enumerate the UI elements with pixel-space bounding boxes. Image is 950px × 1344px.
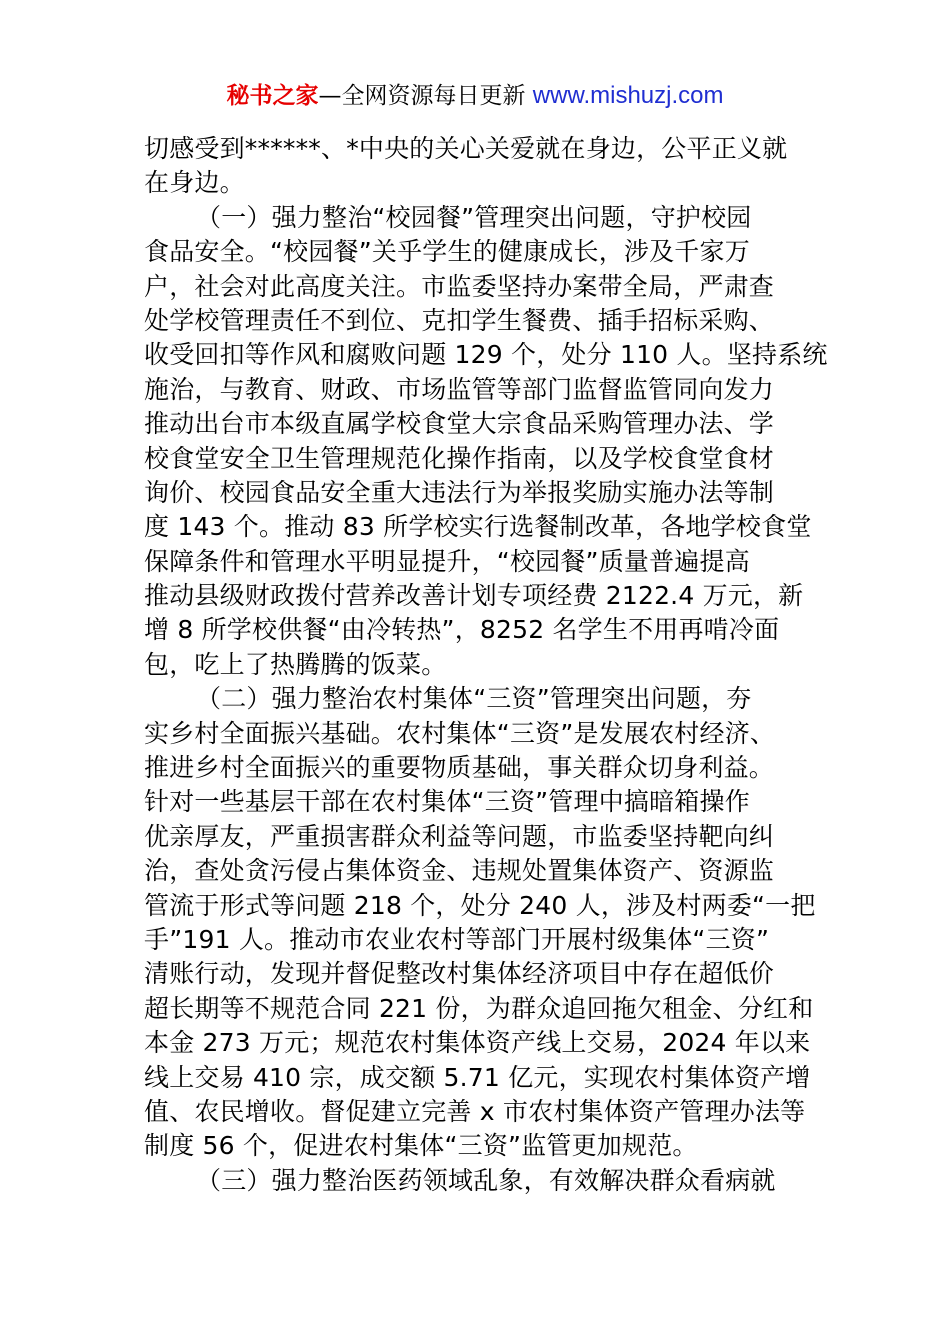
section-heading-line: （二）强力整治农村集体“三资”管理突出问题，夯 [196, 684, 752, 714]
text-line: 制度 56 个，促进农村集体“三资”监管更加规范。 [144, 1131, 698, 1161]
text-line: 线上交易 410 宗，成交额 5.71 亿元，实现农村集体资产增 [144, 1062, 811, 1092]
text-line: 本金 273 万元；规范农村集体资产线上交易，2024 年以来 [144, 1028, 811, 1058]
document-body [144, 132, 828, 1198]
text-line: 施治，与教育、财政、市场监管等部门监督监管同向发力 [144, 374, 775, 404]
text-line: 在身边。 [144, 168, 245, 198]
text-line: 推进乡村全面振兴的重要物质基础，事关群众切身利益。 [144, 753, 775, 783]
text-line: 户，社会对此高度关注。市监委坚持办案带全局，严肃查 [144, 271, 775, 301]
text-line: 管流于形式等问题 218 个，处分 240 人，涉及村两委“一把 [144, 890, 816, 920]
text-line: 询价、校园食品安全重大违法行为举报奖励实施办法等制 [144, 477, 775, 507]
text-line: 推动县级财政拨付营养改善计划专项经费 2122.4 万元，新 [144, 581, 804, 611]
text-line: 针对一些基层干部在农村集体“三资”管理中搞暗箱操作 [144, 787, 750, 817]
text-line: 校食堂安全卫生管理规范化操作指南，以及学校食堂食材 [144, 443, 775, 473]
text-line: 实乡村全面振兴基础。农村集体“三资”是发展农村经济、 [144, 718, 776, 748]
section-heading-line: （三）强力整治医药领域乱象，有效解决群众看病就 [196, 1165, 776, 1195]
text-line: 包，吃上了热腾腾的饭菜。 [144, 649, 447, 679]
text-line: 处学校管理责任不到位、克扣学生餐费、插手招标采购、 [144, 305, 775, 335]
text-line: 清账行动，发现并督促整改村集体经济项目中存在超低价 [144, 959, 775, 989]
site-tagline: —全网资源每日更新 [318, 83, 526, 109]
text-line: 治，查处贪污侵占集体资金、违规处置集体资产、资源监 [144, 856, 775, 886]
text-line: 优亲厚友，严重损害群众利益等问题，市监委坚持靶向纠 [144, 821, 775, 851]
text-line: 值、农民增收。督促建立完善 x 市农村集体资产管理办法等 [144, 1096, 806, 1126]
text-line: 推动出台市本级直属学校食堂大宗食品采购管理办法、学 [144, 409, 775, 439]
site-brand: 秘书之家 [226, 83, 319, 109]
site-header [0, 80, 950, 112]
text-line: 切感受到******、*中央的关心关爱就在身边，公平正义就 [144, 134, 788, 163]
section-heading-line: （一）强力整治“校园餐”管理突出问题，守护校园 [196, 202, 752, 232]
text-line: 超长期等不规范合同 221 份，为群众追回拖欠租金、分红和 [144, 993, 814, 1023]
text-line: 增 8 所学校供餐“由冷转热”，8252 名学生不用再啃冷面 [144, 615, 780, 645]
text-line: 手”191 人。推动市农业农村等部门开展村级集体“三资” [144, 924, 770, 954]
text-line: 收受回扣等作风和腐败问题 129 个，处分 110 人。坚持系统 [144, 340, 828, 370]
text-line: 保障条件和管理水平明显提升，“校园餐”质量普遍提高 [144, 546, 750, 576]
text-line: 度 143 个。推动 83 所学校实行选餐制改革，各地学校食堂 [144, 512, 812, 542]
text-line: 食品安全。“校园餐”关乎学生的健康成长，涉及千家万 [144, 237, 750, 267]
site-url-link[interactable]: www.mishuzj.com [532, 82, 724, 109]
